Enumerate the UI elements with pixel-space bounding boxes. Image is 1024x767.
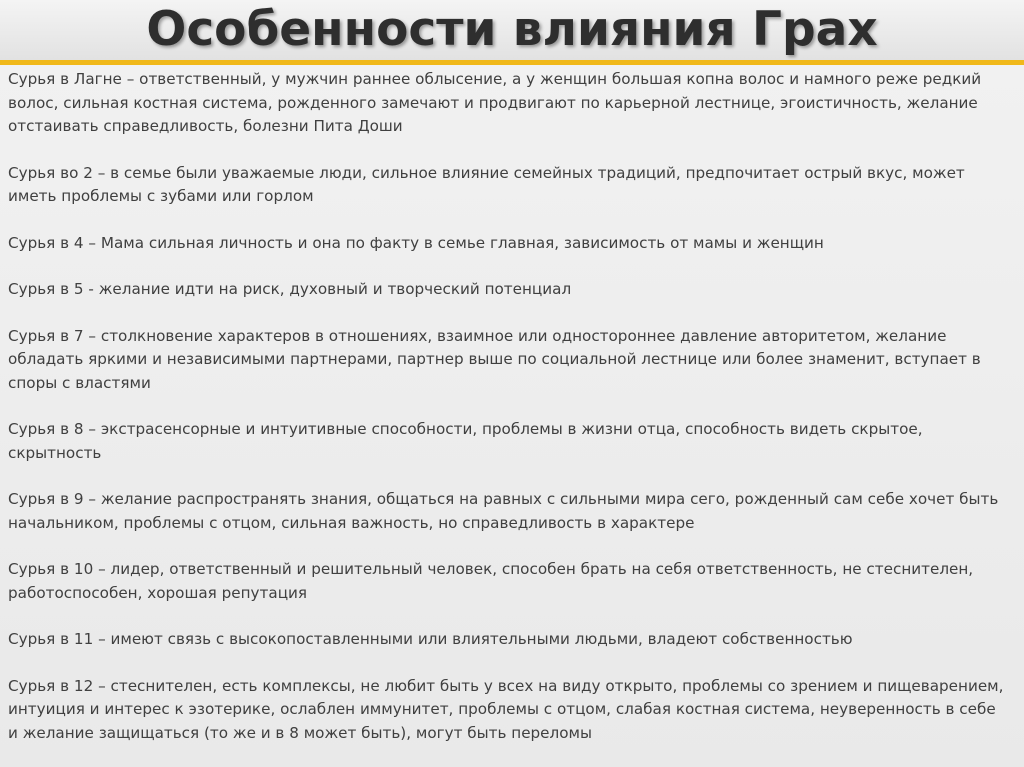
title-bar <box>0 0 1024 60</box>
paragraph-surya-2: Сурья во 2 – в семье были уважаемые люди, сильное влияние семейных традиций, предпочитает острый вкус, может иметь проблемы с зубами или горлом <box>8 163 965 205</box>
slide-body <box>0 65 1024 767</box>
paragraph-surya-4: Сурья в 4 – Мама сильная личность и она по факту в семье главная, зависимость от мамы и женщин <box>8 233 824 252</box>
paragraph-surya-11: Сурья в 11 – имеют связь с высокопоставленными или влиятельными людьми, владеют собственностью <box>8 630 853 648</box>
paragraph-surya-12: Сурья в 12 – стеснителен, есть комплексы, не любит быть у всех на виду открыто, проблемы со зрением и пищеварением, интуиция и интерес к эзотерике, ослаблен иммунитет, проблемы с отцом, слабая костная система, неуверенность в себе и желание защищаться (то же и в 8 может быть), могут быть переломы <box>8 676 1004 742</box>
slide-title: Особенности влияния Грах <box>146 2 878 57</box>
paragraph-surya-10: Сурья в 10 – лидер, ответственный и решительный человек, способен брать на себя ответственность, не стеснителен, работоспособен, хорошая репутация <box>8 560 974 602</box>
paragraph-surya-9: Сурья в 9 – желание распространять знания, общаться на равных с сильными мира сего, рожденный сам себе хочет быть начальником, проблемы с отцом, сильная важность, но справедливость в характере <box>8 490 999 532</box>
paragraph-surya-7: Сурья в 7 – столкновение характеров в отношениях, взаимное или одностороннее давление авторитетом, желание обладать яркими и независимыми партнерами, партнер выше по социальной лестнице или более знаменит, вступает в споры с властями <box>8 326 981 392</box>
paragraph-surya-5: Сурья в 5 - желание идти на риск, духовный и творческий потенциал <box>8 280 572 298</box>
paragraph-surya-lagna: Сурья в Лагне – ответственный, у мужчин раннее облысение, а у женщин большая копна волос и намного реже редкий волос, сильная костная система, рожденного замечают и продвигают по карьерной лестнице, эгоистичность, желание отстаивать справедливость, болезни Пита Доши <box>8 70 982 135</box>
paragraph-surya-8: Сурья в 8 – экстрасенсорные и интуитивные способности, проблемы в жизни отца, способность видеть скрытое, скрытность <box>8 420 923 462</box>
